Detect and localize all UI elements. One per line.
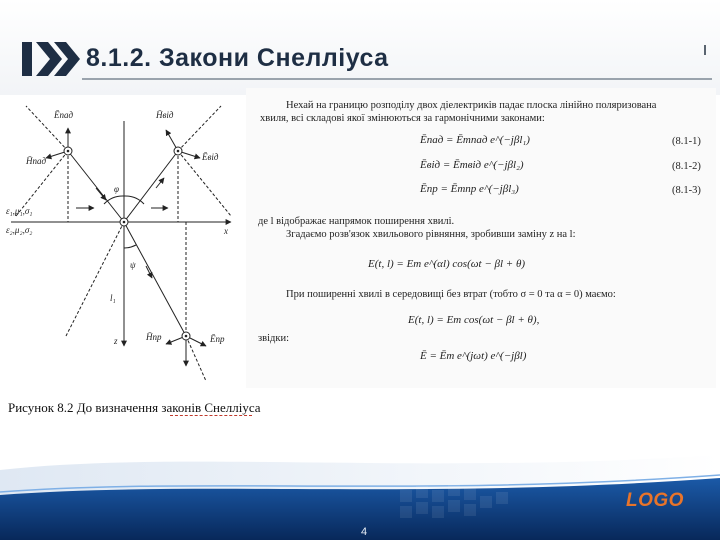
label-h-refr: H̄пр [146,332,162,342]
paragraph-4: Згадаємо розв'язок хвильового рівняння, зробивши заміну z на l: [286,229,576,240]
equation-3: Ēпр = Ēmпр e^(−jβl₃) [420,183,519,195]
paragraph-2: хвиля, всі складові якої змінюються за гармонічними законами: [260,113,545,124]
equation-5: E(t, l) = Em cos(ωt − βl + θ), [408,314,540,326]
label-e-refr: Ēпр [210,334,225,344]
refracted-ray [124,222,186,336]
equation-3-number: (8.1-3) [672,185,701,196]
equation-1-number: (8.1-1) [672,136,701,147]
paragraph-1: Нехай на границю розподілу двох діелектриків падає плоска лінійно поляризована [286,100,657,111]
paragraph-5: При поширенні хвилі в середовищі без втрат (тобто σ = 0 та α = 0) маємо: [286,289,616,300]
label-e-inc: Ēпад [54,110,74,120]
label-l1: l₁ [110,293,116,303]
label-h-refl: H̄від [156,110,174,120]
label-psi: ψ [130,260,136,270]
footer-decoration [0,440,720,540]
figure-caption: Рисунок 8.2 До визначення законів Снелліуса [8,400,261,415]
label-x: x [224,226,228,236]
equation-2-number: (8.1-2) [672,161,701,172]
page-title: 8.1.2. Закони Снелліуса [86,44,389,72]
logo: LOGO [626,490,684,511]
label-medium1: ε₁,μ₁,σ₁ [6,206,33,216]
label-e-refl: Ēвід [202,152,219,162]
double-chevron-icon [22,36,80,82]
label-phi: φ [114,184,119,194]
label-z: z [114,336,118,346]
equation-1: Ēпад = Ēmпад e^(−jβl₁) [420,134,530,146]
header-tick [704,45,706,55]
title-underline [82,78,712,80]
psi-arc [124,245,136,248]
equation-2: Ēвід = Ēmвід e^(−jβl₂) [420,159,524,171]
equation-6: Ē = Ēm e^(jωt) e^(−jβl) [420,350,527,362]
snell-diagram [6,96,246,396]
paragraph-3: де l відображає напрямок поширення хвилі. [258,216,455,227]
caption-underline [170,415,252,416]
label-h-inc: H̄пад [26,156,47,166]
paragraph-6: звідки: [258,333,290,344]
reflected-ray [124,151,178,222]
page-number: 4 [361,526,368,538]
label-medium2: ε₂,μ₂,σ₂ [6,225,33,235]
equation-4: E(t, l) = Em e^(αl) cos(ωt − βl + θ) [368,258,526,270]
